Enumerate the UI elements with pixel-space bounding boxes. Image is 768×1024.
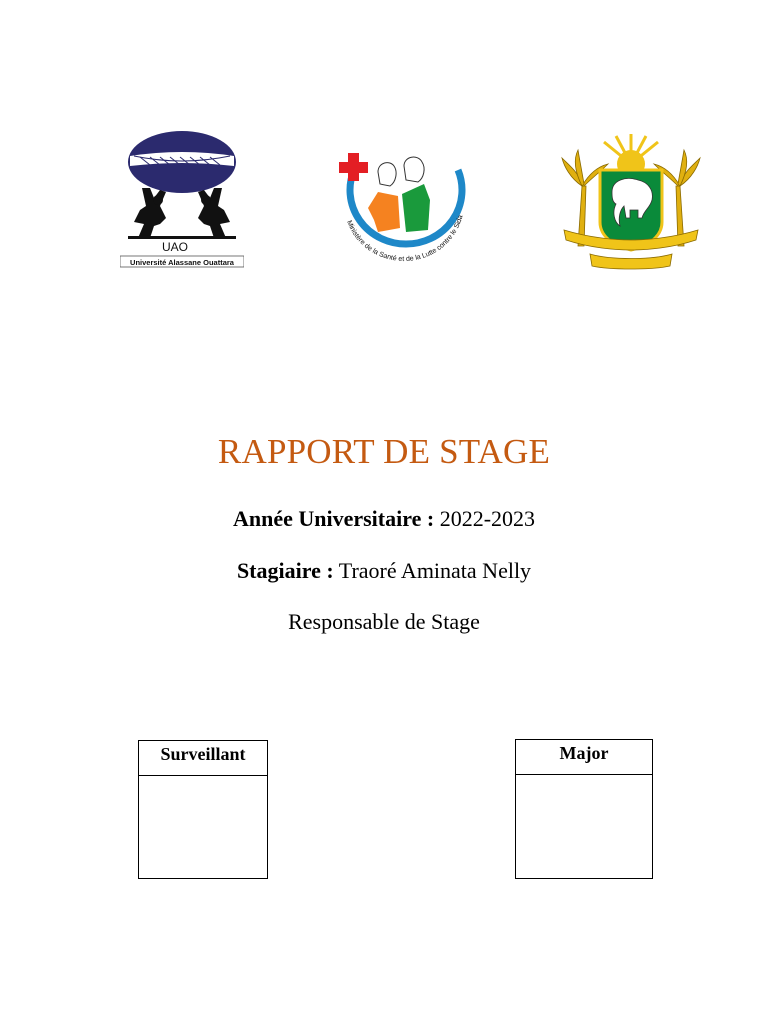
uao-acronym: UAO bbox=[162, 240, 189, 254]
surveillant-label: Surveillant bbox=[139, 741, 267, 776]
uao-logo bbox=[120, 126, 244, 268]
ministry-logo bbox=[334, 148, 470, 268]
academic-year-value: 2022-2023 bbox=[439, 506, 536, 531]
major-label: Major bbox=[516, 740, 652, 775]
academic-year-label: Année Universitaire : bbox=[232, 506, 435, 531]
intern-label: Stagiaire : bbox=[236, 558, 334, 583]
page-title: RAPPORT DE STAGE bbox=[217, 432, 551, 471]
surveillant-signature-box bbox=[138, 740, 268, 879]
intern-line bbox=[0, 558, 768, 584]
major-signature-box bbox=[515, 739, 653, 879]
coat-of-arms-emblem bbox=[560, 126, 702, 270]
intern-name: Traoré Aminata Nelly bbox=[338, 558, 532, 583]
ministry-name: Ministère de la Santé et de la Lutte contre le Sida bbox=[345, 214, 465, 263]
uao-name: Université Alassane Ouattara bbox=[130, 258, 234, 267]
academic-year-line bbox=[0, 506, 768, 532]
supervisor-line: Responsable de Stage bbox=[288, 609, 480, 634]
